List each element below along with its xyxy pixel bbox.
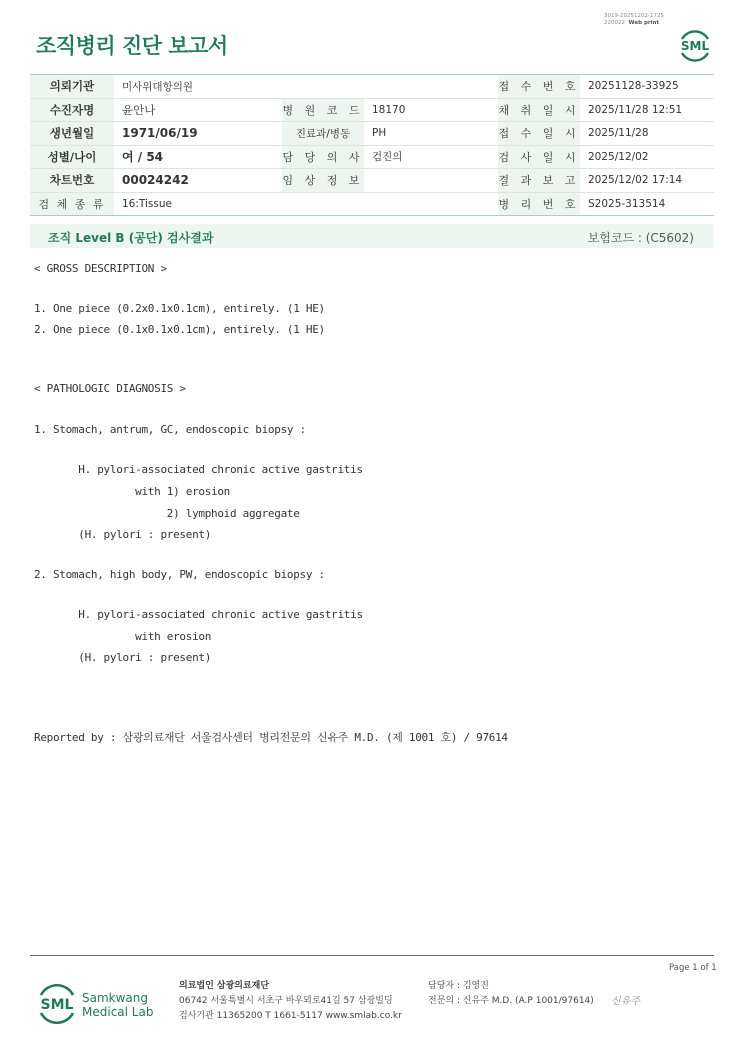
diagnosis-2-line-3: (H. pylori : present) — [34, 651, 212, 664]
label-collection-datetime: 채 취 일 시 — [498, 98, 580, 122]
label-pathology-number: 병 리 번 호 — [498, 192, 580, 216]
value-result-report: 2025/12/02 17:14 — [580, 169, 714, 193]
info-row — [30, 192, 714, 216]
signature: 신유주 — [611, 996, 640, 1007]
label-chart-number: 차트번호 — [30, 169, 114, 193]
footer-org-info — [179, 979, 402, 1024]
web-print-label: Web print — [628, 20, 660, 26]
gross-header: < GROSS DESCRIPTION > — [34, 262, 167, 275]
footer-divider — [30, 955, 714, 956]
print-meta — [604, 13, 664, 27]
diagnosis-2-site: 2. Stomach, high body, PW, endoscopic biopsy : — [34, 568, 325, 581]
samkwang-logo-icon — [36, 980, 156, 1028]
label-physician: 담 당 의 사 — [282, 145, 364, 169]
org-name: 의료법인 삼광의료재단 — [179, 981, 270, 991]
value-physician: 검진의 — [364, 145, 498, 169]
label-birth-date: 생년월일 — [30, 122, 114, 146]
value-sex-age: 여 / 54 — [114, 145, 282, 169]
diagnosis-2-line-2: with erosion — [34, 630, 212, 643]
label-clinical-info: 임 상 정 보 — [282, 169, 364, 193]
label-accession-number: 접 수 번 호 — [498, 75, 580, 99]
brand-line-2: Medical Lab — [82, 1005, 154, 1019]
logo-text: SML — [680, 39, 710, 53]
logo-bottom-text: SML — [40, 997, 74, 1013]
print-meta-line1: 3019-20251202-1725 — [604, 13, 664, 19]
value-patient-name: 윤안나 — [114, 98, 282, 122]
label-test-datetime: 검 사 일 시 — [498, 145, 580, 169]
pathologic-header: < PATHOLOGIC DIAGNOSIS > — [34, 382, 186, 395]
org-contact: 검사기관 11365200 T 1661-5117 www.smlab.co.kr — [179, 1011, 402, 1021]
value-collection-datetime: 2025/11/28 12:51 — [580, 98, 714, 122]
section-title: 조직 Level B (공단) 검사결과 — [48, 231, 214, 245]
staff-line: 담당자 : 김영진 — [428, 981, 489, 991]
diagnosis-1-line-4: (H. pylori : present) — [34, 528, 212, 541]
value-receipt-datetime: 2025/11/28 — [580, 122, 714, 146]
label-referring-institution: 의뢰기관 — [30, 75, 114, 99]
info-row — [30, 98, 714, 122]
reported-by: Reported by : 삼광의료재단 서울검사센터 병리전문의 신유주 M.D. (제 1001 호) / 97614 — [34, 731, 508, 744]
value-test-datetime: 2025/12/02 — [580, 145, 714, 169]
info-row — [30, 169, 714, 193]
label-sex-age: 성별/나이 — [30, 145, 114, 169]
diagnosis-2-line-1: H. pylori-associated chronic active gastritis — [34, 608, 363, 621]
result-section-bar — [30, 224, 714, 248]
footer-staff-info — [428, 979, 594, 1009]
value-clinical-info — [364, 169, 498, 193]
value-hospital-code: 18170 — [364, 98, 498, 122]
gross-item-2: 2. One piece (0.1x0.1x0.1cm), entirely. (1 HE) — [34, 323, 325, 336]
print-meta-line2: 220022 — [604, 20, 625, 26]
value-referring-institution: 미사위대항의원 — [114, 75, 498, 99]
label-department: 진료과/병동 — [282, 122, 364, 146]
label-result-report: 결 과 보 고 — [498, 169, 580, 193]
diagnosis-1-line-1: H. pylori-associated chronic active gastritis — [34, 463, 363, 476]
value-accession-number: 20251128-33925 — [580, 75, 714, 99]
diagnosis-1-site: 1. Stomach, antrum, GC, endoscopic biopsy : — [34, 423, 306, 436]
patient-info-table — [30, 74, 714, 216]
specialist-line: 전문의 : 신유주 M.D. (A.P 1001/97614) — [428, 996, 594, 1006]
value-specimen-type: 16:Tissue — [114, 192, 498, 216]
info-row — [30, 145, 714, 169]
page-number: Page 1 of 1 — [669, 963, 717, 973]
brand-line-1: Samkwang — [82, 991, 148, 1005]
label-receipt-datetime: 접 수 일 시 — [498, 122, 580, 146]
label-specimen-type: 검 체 종 류 — [30, 192, 114, 216]
sml-logo-icon — [676, 26, 714, 64]
insurance-code: 보험코드 : (C5602) — [587, 231, 694, 245]
value-birth-date: 1971/06/19 — [114, 122, 282, 146]
info-row — [30, 122, 714, 146]
gross-item-1: 1. One piece (0.2x0.1x0.1cm), entirely. (1 HE) — [34, 302, 325, 315]
value-department: PH — [364, 122, 498, 146]
value-chart-number: 00024242 — [114, 169, 282, 193]
diagnosis-1-line-3: 2) lymphoid aggregate — [34, 507, 300, 520]
label-patient-name: 수진자명 — [30, 98, 114, 122]
info-row — [30, 75, 714, 99]
label-hospital-code: 병 원 코 드 — [282, 98, 364, 122]
report-title: 조직병리 진단 보고서 — [36, 34, 228, 58]
value-pathology-number: S2025-313514 — [580, 192, 714, 216]
diagnosis-1-line-2: with 1) erosion — [34, 485, 230, 498]
org-address: 06742 서울특별시 서초구 바우뫼로41길 57 삼광빌딩 — [179, 996, 393, 1006]
